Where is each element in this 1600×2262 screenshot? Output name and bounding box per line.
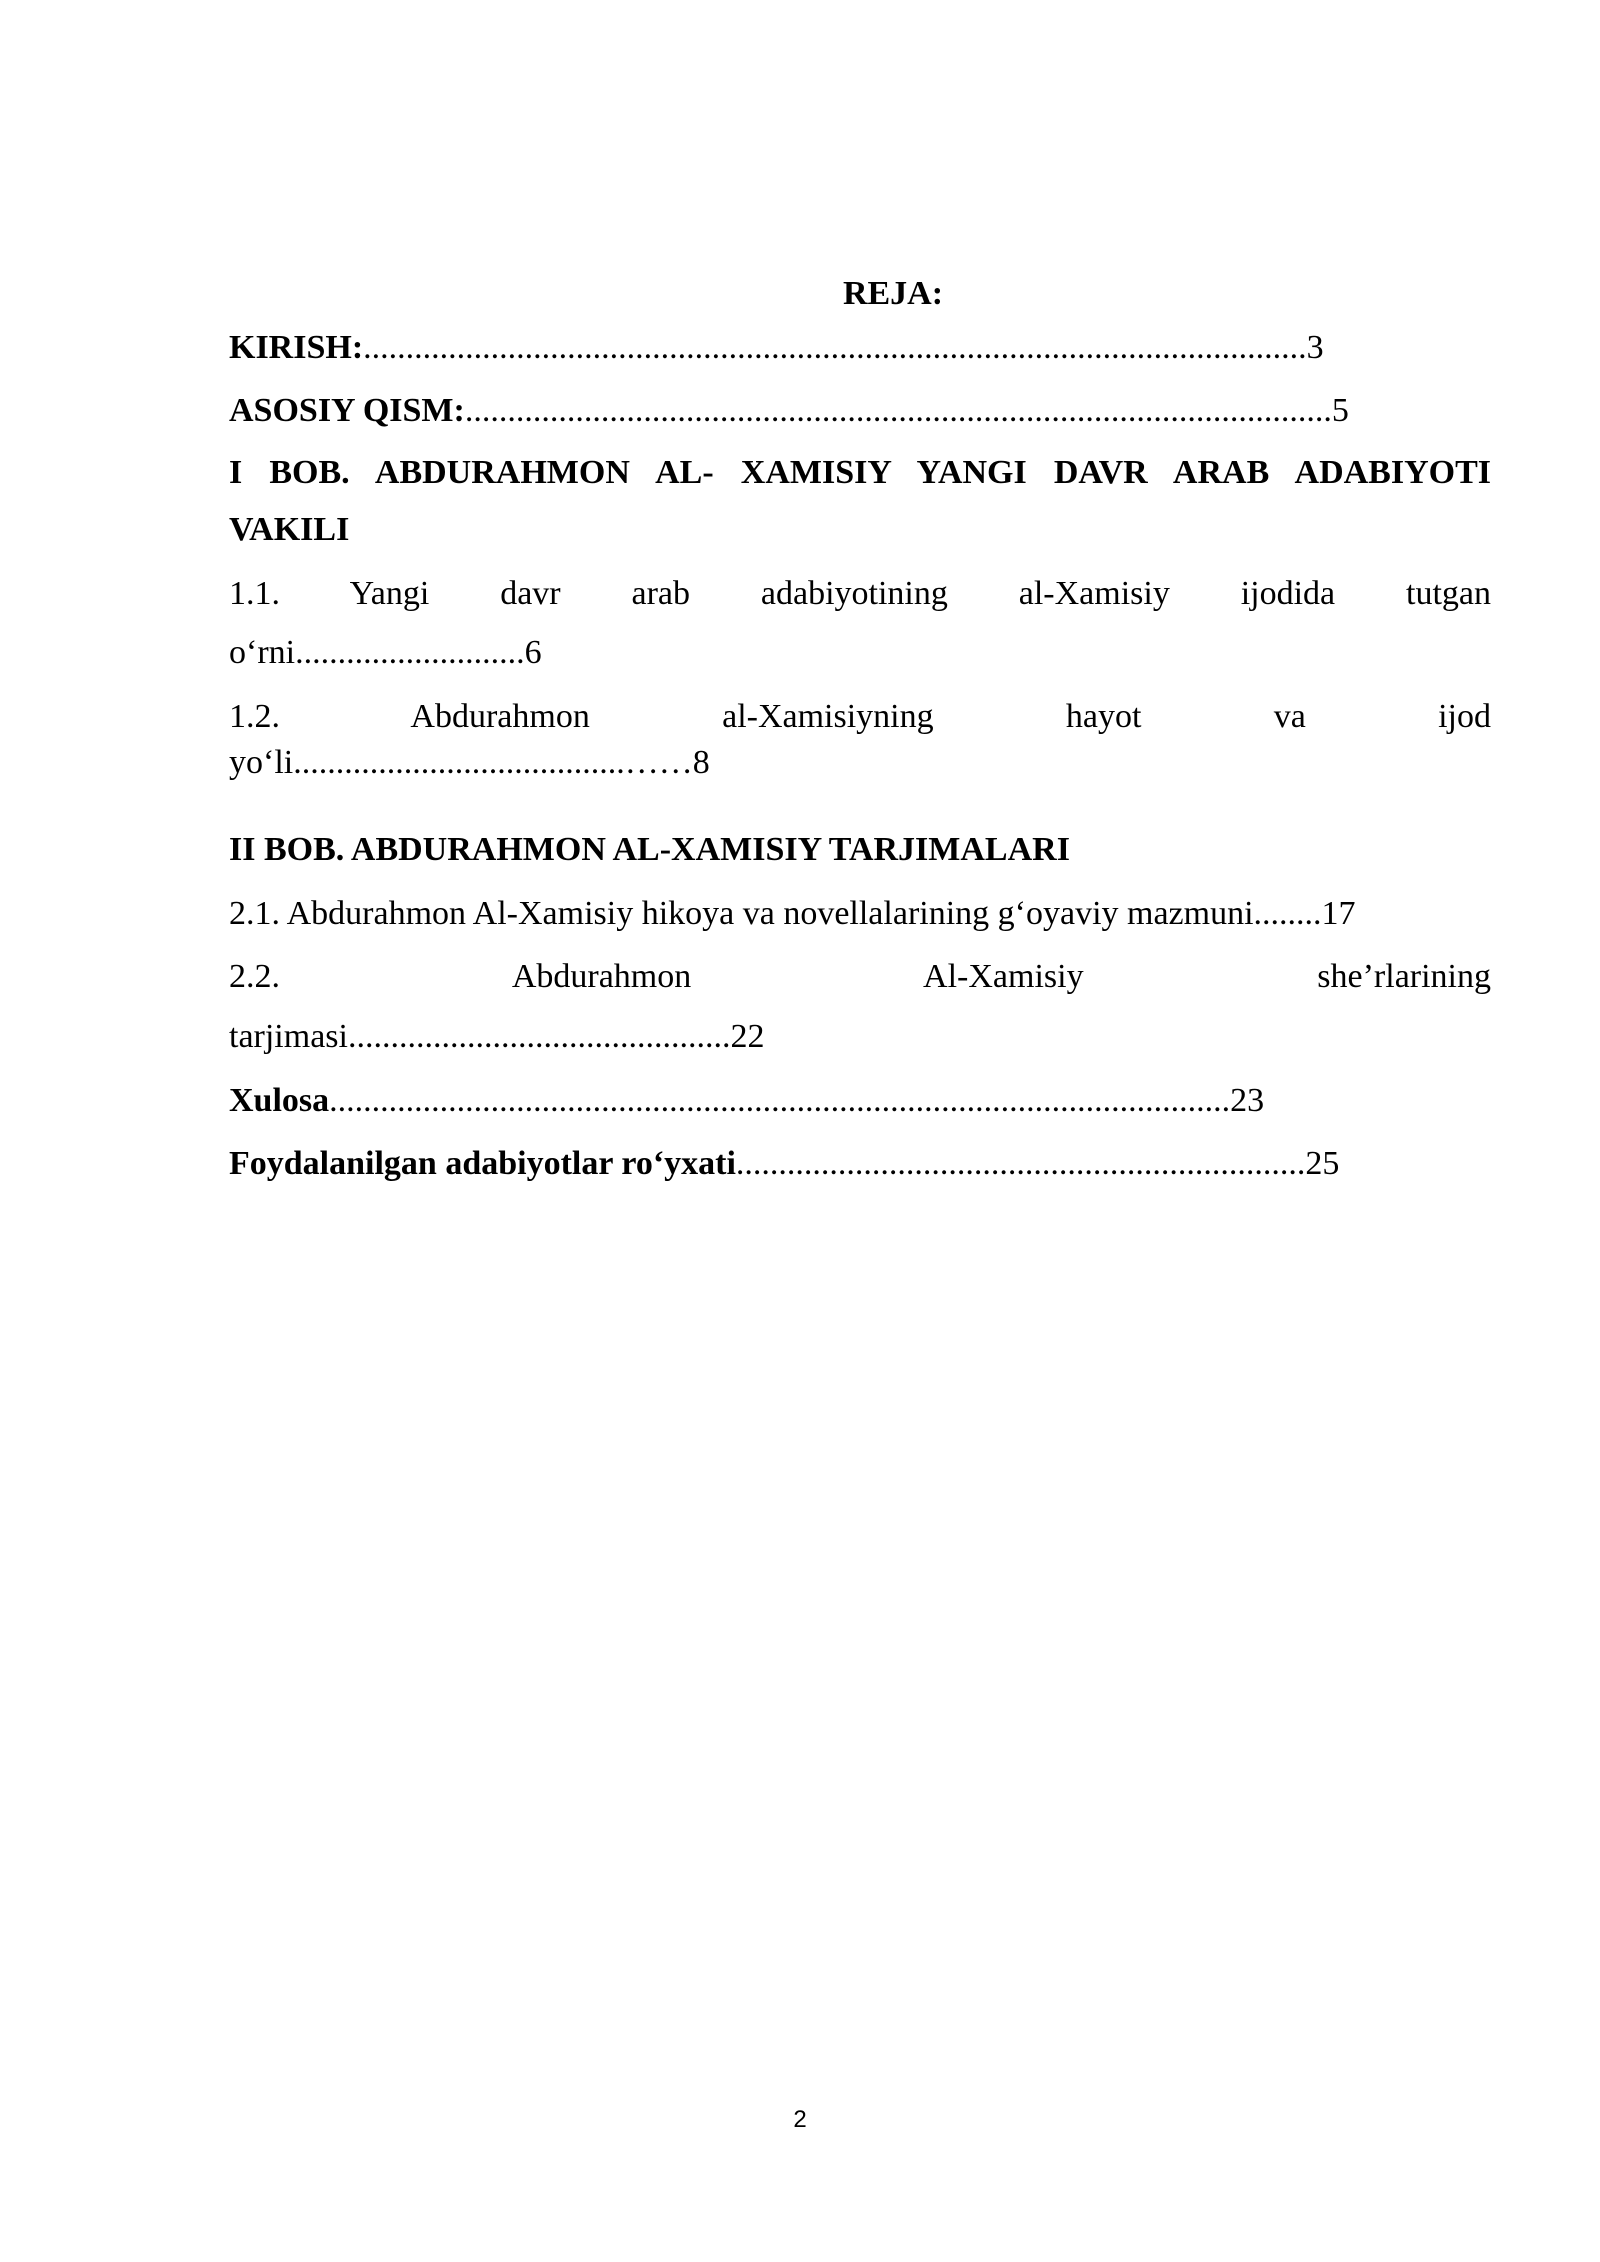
- toc-entry-page: 5: [1331, 392, 1349, 430]
- toc-title: REJA:: [842, 275, 944, 312]
- toc-entry-label: ASOSIY QISM:: [229, 392, 465, 430]
- toc-entry-xulosa: [229, 1077, 1491, 1125]
- toc-section-2-2: [229, 953, 1491, 1060]
- section-2-2-line-1: 2.2. Abdurahmon Al-Xamisiy she’rlarining: [229, 958, 1491, 996]
- toc-entry-kirish: [229, 324, 1491, 372]
- toc-entry-dots: ...............................................................................................................: [363, 328, 1307, 366]
- toc-chapter-1: [229, 451, 1491, 554]
- chapter-1-heading-line-1: I BOB. ABDURAHMON AL- XAMISIY YANGI DAVR ARAB ADABIYOTI: [229, 453, 1491, 491]
- toc-entry-dots: ..........................................................................................................: [329, 1081, 1231, 1119]
- toc-entry-label: Xulosa: [229, 1081, 330, 1119]
- toc-entry-page: 23: [1230, 1081, 1265, 1119]
- toc-entry-page: 3: [1306, 328, 1324, 366]
- toc-section-2-1: 2.1. Abdurahmon Al-Xamisiy hikoya va novellalarining g‘oyaviy mazmuni........17: [229, 894, 1356, 932]
- toc-entry-label: KIRISH:: [229, 328, 364, 366]
- toc-entry-foydalanilgan-adabiyotlar: [229, 1140, 1491, 1188]
- toc-entry-dots: ......................................................................................................: [464, 392, 1332, 430]
- section-1-1-line-2: o‘rni...........................6: [229, 634, 542, 672]
- section-1-2-line-2: yo‘li.......................................……8: [229, 743, 710, 781]
- page-number: 2: [793, 2106, 807, 2133]
- toc-entry-page: 25: [1305, 1145, 1340, 1183]
- toc-section-1-2: [229, 693, 1491, 784]
- section-1-2-line-1: 1.2. Abdurahmon al-Xamisiyning hayot va ijod: [229, 698, 1491, 736]
- chapter-1-heading-line-2: VAKILI: [229, 511, 350, 549]
- toc-entry-label: Foydalanilgan adabiyotlar ro‘yxati: [229, 1145, 736, 1183]
- section-2-2-line-2: tarjimasi.............................................22: [229, 1017, 765, 1055]
- toc-entry-dots: ...................................................................: [735, 1145, 1306, 1183]
- section-1-1-line-1: 1.1. Yangi davr arab adabiyotining al-Xamisiy ijodida tutgan: [229, 574, 1491, 612]
- toc-section-1-1: [229, 570, 1491, 677]
- table-of-contents: [229, 270, 1491, 1188]
- toc-chapter-2: II BOB. ABDURAHMON AL-XAMISIY TARJIMALARI: [229, 831, 1070, 869]
- toc-entry-asosiy-qism: [229, 387, 1491, 435]
